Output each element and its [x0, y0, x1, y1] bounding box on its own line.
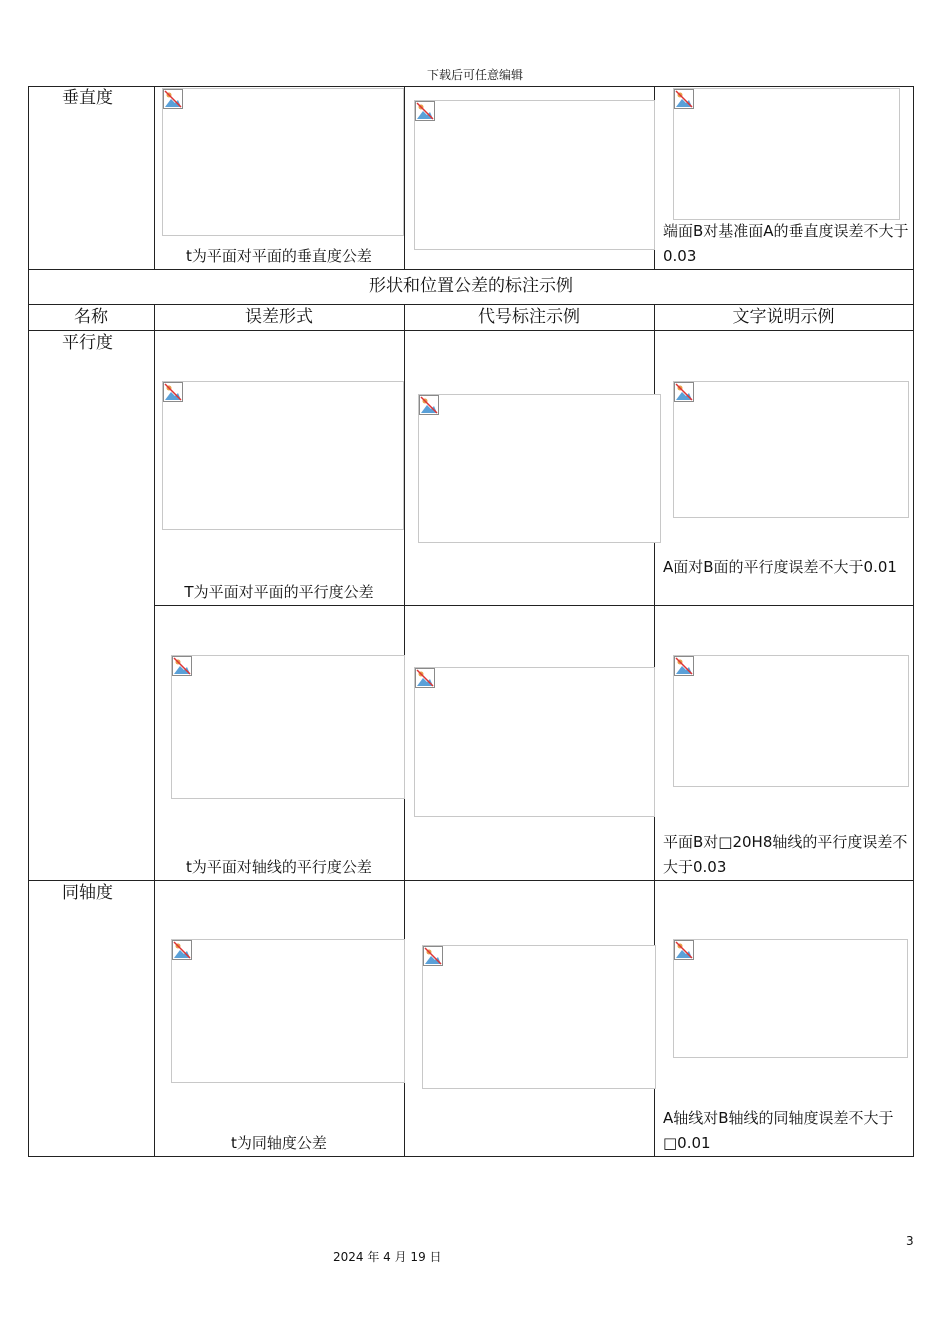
error-form-image — [171, 655, 405, 799]
column-header-symbol-example: 代号标注示例 — [478, 307, 580, 327]
description-text: A面对B面的平行度误差不大于0.01 — [663, 558, 897, 576]
description-text: 平面B对□20H8轴线的平行度误差不大于0.03 — [663, 833, 908, 876]
broken-image-icon — [415, 668, 435, 688]
description-text: 端面B对基准面A的垂直度误差不大于0.03 — [663, 222, 909, 265]
broken-image-icon — [674, 382, 694, 402]
broken-image-icon — [163, 382, 183, 402]
error-form-image — [162, 88, 404, 236]
error-form-image — [171, 939, 405, 1083]
section-title: 形状和位置公差的标注示例 — [369, 276, 573, 296]
description-image — [673, 939, 908, 1058]
row-name-coaxiality: 同轴度 — [62, 883, 113, 903]
description-text: A轴线对B轴线的同轴度误差不大于□0.01 — [663, 1109, 894, 1152]
column-header-error-form: 误差形式 — [245, 307, 313, 327]
symbol-image — [418, 394, 661, 543]
error-caption: t为平面对轴线的平行度公差 — [186, 858, 372, 876]
page-number: 3 — [906, 1234, 914, 1248]
broken-image-icon — [163, 89, 183, 109]
row-name-perpendicularity: 垂直度 — [62, 88, 113, 108]
symbol-image — [414, 100, 655, 250]
row-name-parallelism: 平行度 — [62, 333, 113, 353]
error-form-image — [162, 381, 404, 530]
description-image — [673, 381, 909, 518]
symbol-image — [422, 945, 656, 1089]
description-image — [673, 655, 909, 787]
broken-image-icon — [674, 940, 694, 960]
header-note: 下载后可任意编辑 — [426, 68, 523, 82]
symbol-image — [414, 667, 655, 817]
broken-image-icon — [415, 101, 435, 121]
error-caption: t为同轴度公差 — [231, 1134, 327, 1152]
broken-image-icon — [419, 395, 439, 415]
broken-image-icon — [674, 89, 694, 109]
error-caption: t为平面对平面的垂直度公差 — [186, 247, 372, 265]
footer-date: 2024 年 4 月 19 日 — [333, 1250, 442, 1264]
column-header-description-example: 文字说明示例 — [732, 307, 835, 327]
description-image — [673, 88, 900, 220]
error-caption: T为平面对平面的平行度公差 — [184, 583, 374, 601]
broken-image-icon — [423, 946, 443, 966]
broken-image-icon — [172, 656, 192, 676]
broken-image-icon — [172, 940, 192, 960]
broken-image-icon — [674, 656, 694, 676]
column-header-name: 名称 — [74, 307, 108, 327]
